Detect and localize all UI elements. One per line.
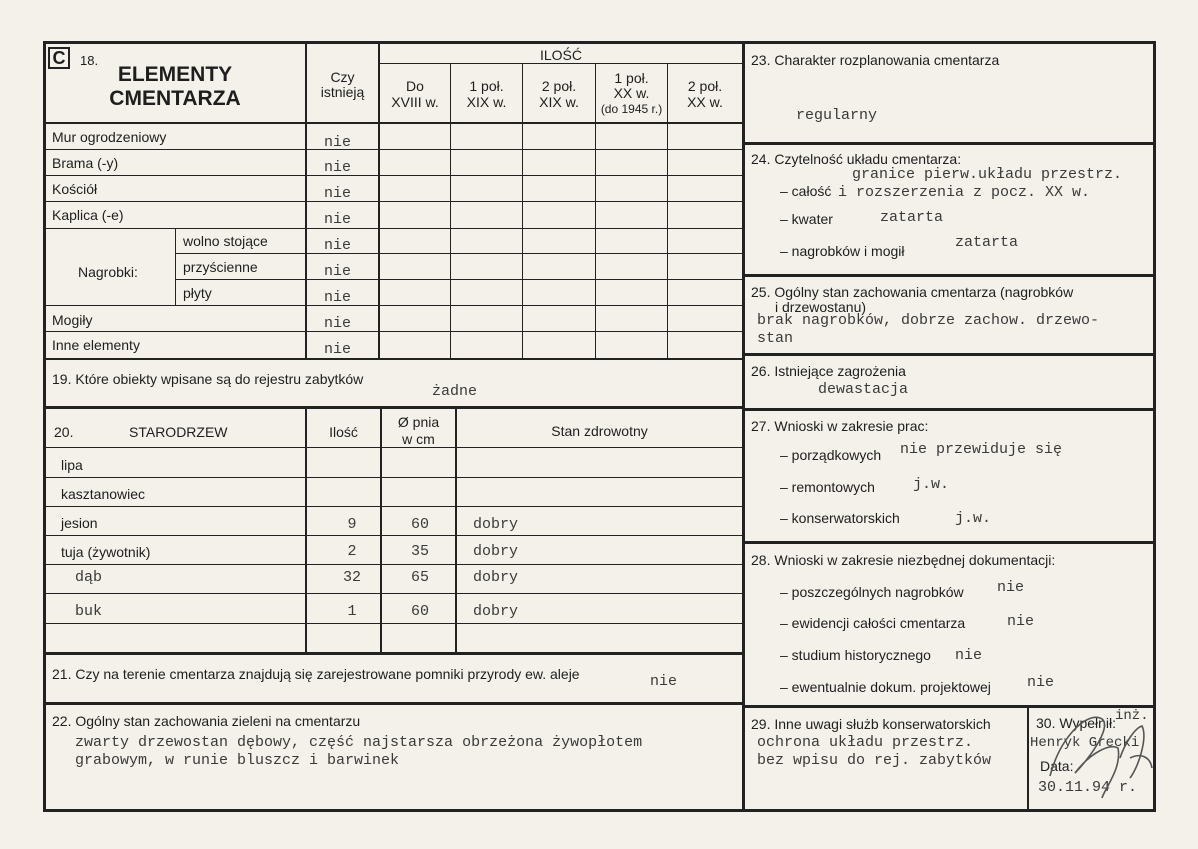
s28-label: 28. Wnioski w zakresie niezbędnej dokumentacji: <box>751 552 1056 568</box>
s22-value-line2: grabowym, w runie bluszcz i barwinek <box>75 752 400 769</box>
period-1-line1: Do <box>406 78 424 94</box>
period-3-line2: XIX w. <box>539 94 579 110</box>
s24-calosc-label: – całość <box>780 183 832 199</box>
element-row-label: płyty <box>183 285 212 301</box>
tree-row-health: dobry <box>473 569 519 586</box>
element-row-value: nie <box>324 211 352 228</box>
s24-calosc-line1: granice pierw.układu przestrz. <box>852 166 1123 183</box>
s20-title: STARODRZEW <box>129 424 228 440</box>
s26-value: dewastacja <box>818 381 909 398</box>
s29-value-line1: ochrona układu przestrz. <box>757 734 974 751</box>
period-4-line1: 1 poł. <box>614 70 649 86</box>
period-5-line2: XX w. <box>687 94 723 110</box>
s20-col-diam-line2: w cm <box>402 431 435 447</box>
s27-item-label: – remontowych <box>780 479 875 495</box>
element-row-value: nie <box>324 263 352 280</box>
tree-row-diam: 60 <box>410 516 429 533</box>
border-bottom <box>43 809 1156 812</box>
s24-calosc-line2: i rozszerzenia z pocz. XX w. <box>838 184 1091 201</box>
tree-row-name: lipa <box>61 457 83 473</box>
element-row-value: nie <box>324 134 352 151</box>
s29-value-line2: bez wpisu do rej. zabytków <box>757 752 992 769</box>
s30-name: Henryk Grecki <box>1030 735 1140 751</box>
s20-col-health: Stan zdrowotny <box>551 423 648 439</box>
element-row-value: nie <box>324 159 352 176</box>
element-row-label: Mogiły <box>52 312 93 328</box>
s18-row-line <box>175 253 742 254</box>
s18-row-line <box>45 175 742 176</box>
s18-row-line <box>45 228 742 229</box>
s25-value-line2: stan <box>757 330 794 347</box>
s27-item-label: – porządkowych <box>780 447 882 463</box>
period-4-line3: (do 1945 r.) <box>600 102 663 116</box>
s22-value-line1: zwarty drzewostan dębowy, część najstarsza obrzeżona żywopłotem <box>75 734 643 751</box>
s19-bottom <box>43 406 743 409</box>
s27-item-value: j.w. <box>955 510 992 527</box>
s25-value-line1: brak nagrobków, dobrze zachow. drzewo- <box>757 312 1100 329</box>
s20-bottom <box>43 652 743 655</box>
border-left <box>43 41 46 812</box>
tree-row-health: dobry <box>473 516 519 533</box>
period-1-line2: XVIII w. <box>391 94 439 110</box>
element-row-label: Brama (-y) <box>52 155 119 171</box>
s26-bottom <box>743 408 1155 411</box>
s18-title-line2: CMENTARZA <box>109 87 241 110</box>
s24-kwater-value: zatarta <box>880 209 944 226</box>
period-4-line2: XX w. <box>613 85 650 101</box>
s18-row-line <box>45 149 742 150</box>
s27-bottom <box>743 541 1155 544</box>
period-2-line1: 1 poł. <box>469 78 504 94</box>
s18-col-exists-line1: Czy <box>330 69 355 85</box>
tree-row-qty: 1 <box>347 603 357 620</box>
nagrobki-label: Nagrobki: <box>78 264 138 280</box>
s18-row-line <box>45 331 742 332</box>
s20-row-line <box>45 477 742 478</box>
element-row-label: Mur ogrodzeniowy <box>52 129 167 145</box>
s18-row-line <box>45 201 742 202</box>
s20-row-line <box>45 535 742 536</box>
tree-row-qty: 32 <box>342 569 361 586</box>
s18-col-exists-line2: istnieją <box>320 84 365 100</box>
s28-item-value: nie <box>997 579 1025 596</box>
s22-label: 22. Ogólny stan zachowania zieleni na cmentarzu <box>52 713 361 729</box>
s25-label-line1: 25. Ogólny stan zachowania cmentarza (nagrobków <box>751 284 1074 300</box>
element-row-value: nie <box>324 315 352 332</box>
s18-bottom <box>43 358 743 360</box>
s19-value: żadne <box>432 383 478 400</box>
tree-row-qty: 2 <box>347 543 357 560</box>
tree-row-diam: 60 <box>410 603 429 620</box>
s18-ilosc-heading: ILOŚĆ <box>539 47 582 63</box>
tree-row-name: jesion <box>61 515 98 531</box>
s28-item-label: – studium historycznego <box>780 647 931 663</box>
s18-ilosc-line <box>378 63 742 64</box>
period-5-line1: 2 poł. <box>687 78 723 94</box>
s20-row-line <box>45 506 742 507</box>
border-top-left <box>43 41 745 44</box>
element-row-label: przyścienne <box>183 259 258 275</box>
tree-row-health: dobry <box>473 543 519 560</box>
tree-row-name: dąb <box>75 569 103 586</box>
s29-s30-divider <box>1027 706 1029 810</box>
s28-item-label: – ewidencji całości cmentarza <box>780 615 966 631</box>
s28-item-label: – poszczególnych nagrobków <box>780 584 964 600</box>
s24-nagrobkow-value: zatarta <box>955 234 1019 251</box>
s20-col-qty: Ilość <box>329 424 358 440</box>
tree-row-name: kasztanowiec <box>61 486 146 502</box>
element-row-label: Inne elementy <box>52 337 140 353</box>
s30-date-label: Data: <box>1040 758 1074 774</box>
s20-number: 20. <box>54 424 74 440</box>
tree-row-qty: 9 <box>347 516 357 533</box>
s18-header-bottom <box>43 122 743 124</box>
s21-label: 21. Czy na terenie cmentarza znajdują się zarejestrowane pomniki przyrody ew. aleje <box>52 666 580 682</box>
s29-label: 29. Inne uwagi służb konserwatorskich <box>751 716 991 732</box>
border-right <box>1153 41 1156 812</box>
s27-item-label: – konserwatorskich <box>780 510 900 526</box>
s23-label: 23. Charakter rozplanowania cmentarza <box>751 52 1000 68</box>
s20-header-bottom <box>45 447 742 448</box>
element-row-value: nie <box>324 289 352 306</box>
element-row-label: Kaplica (-e) <box>52 207 124 223</box>
s18-nagrobki-vline <box>175 228 176 305</box>
section-letter: C <box>52 48 66 68</box>
column-divider <box>742 41 745 812</box>
tree-row-name: tuja (żywotnik) <box>61 544 151 560</box>
s24-label: 24. Czytelność układu cmentarza: <box>751 151 962 167</box>
s20-row-line <box>45 564 742 565</box>
period-2-line2: XIX w. <box>466 94 507 110</box>
s28-item-value: nie <box>1027 674 1055 691</box>
tree-row-diam: 35 <box>410 543 429 560</box>
element-row-value: nie <box>324 185 352 202</box>
s28-item-value: nie <box>1007 613 1035 630</box>
signature-image <box>1030 698 1160 808</box>
s30-date-value: 30.11.94 r. <box>1038 779 1138 796</box>
s28-item-label: – ewentualnie dokum. projektowej <box>780 679 991 695</box>
section-18-number: 18. <box>80 53 99 68</box>
s30-title: inż. <box>1115 708 1149 724</box>
s25-label-line2: i drzewostanu) <box>775 299 867 315</box>
s19-label: 19. Które obiekty wpisane są do rejestru zabytków <box>52 371 364 387</box>
element-row-value: nie <box>324 341 352 358</box>
tree-row-diam: 65 <box>410 569 429 586</box>
period-3-line1: 2 poł. <box>541 78 577 94</box>
s27-item-value: nie przewiduje się <box>900 441 1063 458</box>
s23-bottom <box>743 142 1155 145</box>
s21-value: nie <box>650 673 678 690</box>
s18-row-line <box>175 279 742 280</box>
s23-value: regularny <box>796 107 878 124</box>
s28-item-value: nie <box>955 647 983 664</box>
s30-label: 30. Wypełnił: <box>1036 715 1117 731</box>
element-row-value: nie <box>324 237 352 254</box>
s24-nagrobkow-label: – nagrobków i mogił <box>780 243 905 259</box>
s20-row-line <box>45 593 742 594</box>
tree-row-name: buk <box>75 603 103 620</box>
s18-row-line <box>45 305 742 306</box>
s20-row-line <box>45 623 742 624</box>
s25-bottom <box>743 353 1155 356</box>
s24-bottom <box>743 274 1155 277</box>
s18-title-line1: ELEMENTY <box>117 63 233 86</box>
s27-label: 27. Wnioski w zakresie prac: <box>751 418 929 434</box>
element-row-label: Kościół <box>52 181 98 197</box>
tree-row-health: dobry <box>473 603 519 620</box>
element-row-label: wolno stojące <box>183 233 268 249</box>
s21-bottom <box>43 702 743 705</box>
s24-kwater-label: – kwater <box>780 211 833 227</box>
s26-label: 26. Istniejące zagrożenia <box>751 363 906 379</box>
border-top-right <box>743 41 1156 44</box>
s20-col-diam-line1: Ø pnia <box>397 414 440 430</box>
s27-item-value: j.w. <box>913 476 950 493</box>
